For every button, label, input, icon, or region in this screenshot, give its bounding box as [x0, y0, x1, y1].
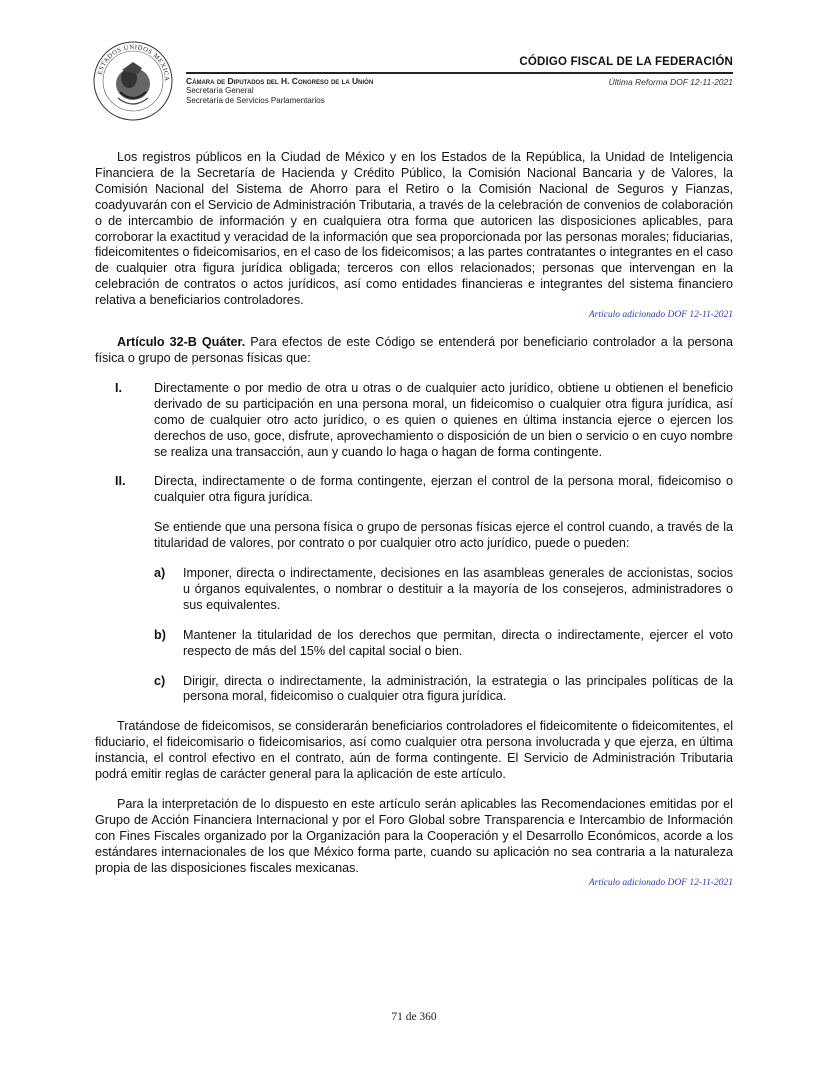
- sub-item-letter: c): [154, 673, 166, 688]
- document-title: CÓDIGO FISCAL DE LA FEDERACIÓN: [519, 56, 733, 68]
- item-text: Directamente o por medio de otra u otras o de cualquier acto jurídico, obtiene u obtienen el beneficio derivado de su participación en una persona moral, un fideicomiso o cualquier otra figura jurídica, así como de cualquier otro acto jurídico, o es quien o quienes en última instancia ejerce o ejercen los derechos de uso, goce, disfrute, aprovechamiento o disposición de un bien o servicio o en cuyo nombre se realiza una transacción, aun y cuando lo haga o hagan de forma contingente.: [154, 380, 733, 459]
- mexican-coat-of-arms-seal: [92, 40, 174, 122]
- list-item-ii: [95, 474, 733, 506]
- item-text: Directa, indirectamente o de forma contingente, ejerzan el control de la persona moral, fideicomiso o cualquier otra figura jurídica.: [154, 474, 733, 505]
- institution-block: [186, 76, 373, 106]
- header-divider: [186, 72, 733, 74]
- chamber-name: Cámara de Diputados del H. Congreso de la Unión: [186, 76, 374, 86]
- sub-item-text: Imponer, directa o indirectamente, decisiones en las asambleas generales de accionistas, socios u órganos equivalentes, o nombrar o destituir a la mayoría de los consejeros, administradores o sus equivalentes.: [183, 566, 733, 612]
- seal-text: ESTADOS UNIDOS MEXICA: [96, 43, 171, 82]
- paragraph-interpretacion: Para la interpretación de lo dispuesto en este artículo serán aplicables las Recomendaciones emitidas por el Grupo de Acción Financiera Internacional y por el Foro Global sobre Transparencia e Intercambio de Información con Fines Fiscales organizado por la Organización para la Cooperación y el Desarrollo Económicos, acorde a los estándares internacionales de los que México forma parte, cuando su aplicación no sea contraria a la naturaleza propia de las disposiciones fiscales mexicanas.: [95, 797, 733, 875]
- paragraph-fideicomisos: Tratándose de fideicomisos, se considerarán beneficiarios controladores el fideicomitente o fideicomitentes, el fiduciario, el fideicomisario o fideicomisarios, así como cualquier otra persona involucrada y que ejerza, en última instancia, el control efectivo en el contrato, aún de forma contingente. El Servicio de Administración Tributaria podrá emitir reglas de carácter general para la aplicación de este artículo.: [95, 719, 733, 782]
- document-body: [95, 150, 733, 889]
- paragraph-registros: Los registros públicos en la Ciudad de México y en los Estados de la República, la Unidad de Inteligencia Financiera de la Secretaría de Hacienda y Crédito Público, la Comisión Nacional Bancaria y de Valores, la Comisión Nacional del Sistema de Ahorro para el Retiro o la Comisión Nacional de Seguros y Fianzas, coadyuvarán con el Servicio de Administración Tributaria, a través de la celebración de convenios de colaboración o de intercambio de información y en cualquiera otra forma que autoricen las disposiciones aplicables, para corroborar la exactitud y veracidad de la información que sea proporcionada por las personas morales; fiduciarias, fideicomitentes o fideicomisarios, en el caso de los fideicomisos; a las partes contratantes o integrantes en el caso de cualquier otra figura jurídica obligada; terceros con ellos relacionados; personas que intervengan en la celebración de contratos o actos jurídicos, así como entidades financieras e integrantes del sistema financiero relativa a beneficiarios controladores.: [95, 150, 733, 308]
- article-intro-text: Para efectos de este Código se entenderá por beneficiario controlador a la persona física o grupo de personas físicas que:: [95, 335, 733, 365]
- department-services: Secretaría de Servicios Parlamentarios: [186, 96, 325, 105]
- sub-item-letter: a): [154, 566, 166, 581]
- sub-item-c: [154, 674, 733, 706]
- sub-item-text: Mantener la titularidad de los derechos que permitan, directa o indirectamente, ejercer el voto respecto de más del 15% del capital social o bien.: [183, 627, 733, 658]
- sub-item-text: Dirigir, directa o indirectamente, la administración, la estrategia o las principales políticas de la persona moral, fideicomiso o cualquier otra figura jurídica.: [183, 673, 733, 704]
- article-title: Artículo 32-B Quáter.: [117, 335, 246, 350]
- item-number: II.: [115, 474, 126, 489]
- amendment-note: Artículo adicionado DOF 12-11-2021: [588, 310, 733, 321]
- sub-item-letter: b): [154, 627, 166, 642]
- sub-item-b: [154, 628, 733, 660]
- department-general: Secretaría General: [186, 86, 254, 95]
- amendment-note: Artículo adicionado DOF 12-11-2021: [588, 877, 733, 888]
- page-number: 71 de 360: [391, 1011, 437, 1023]
- article-32b-quater-intro: [95, 335, 733, 367]
- last-reform-date: Última Reforma DOF 12-11-2021: [608, 77, 733, 87]
- item-number: I.: [115, 380, 122, 395]
- control-definition-paragraph: Se entiende que una persona física o grupo de personas físicas ejerce el control cuando, a través de la titularidad de valores, por contrato o por cualquier otro acto jurídico, puede o pueden:: [154, 520, 733, 551]
- sub-item-a: [154, 566, 733, 614]
- list-item-i: [95, 381, 733, 461]
